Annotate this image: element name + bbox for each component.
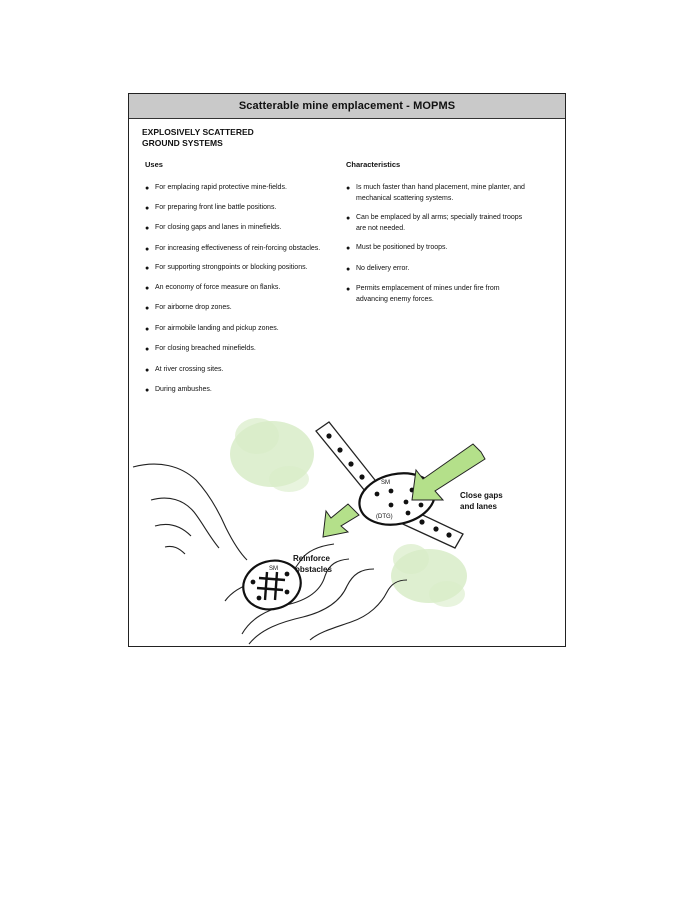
characteristics-list (346, 183, 533, 305)
section-heading (142, 127, 342, 149)
characteristics-header: Characteristics (346, 160, 401, 169)
mine-icon (285, 572, 290, 577)
sm-label: SM (269, 566, 278, 572)
list-item: ● For closing breached minefields. (145, 344, 325, 355)
dtg-label: (DTG) (376, 514, 393, 520)
sm-label: SM (381, 480, 390, 486)
bullet-icon: ● (346, 245, 351, 252)
reinforce-arrow (323, 504, 359, 537)
bullet-icon: ● (346, 265, 351, 273)
figure-title: Scatterable mine emplacement - MOPMS (129, 94, 565, 119)
list-item: ● For airmobile landing and pickup zones. (145, 324, 325, 335)
bullet-icon: ● (145, 225, 150, 232)
list-item: ● For preparing front line battle positions. (145, 203, 325, 214)
vegetation-patch (269, 466, 309, 492)
mine-icon (419, 503, 424, 508)
list-item: ● For increasing effectiveness of rein-forcing obstacles. (145, 244, 325, 255)
list-item: ● Permits emplacement of mines under fire from advancing enemy forces. (346, 285, 500, 303)
list-item: ● For closing gaps and lanes in minefields. (145, 223, 325, 234)
sm-minefield-obstacle (238, 554, 306, 615)
mine-icon (285, 590, 290, 595)
list-item: ● During ambushes. (145, 385, 325, 396)
mine-icon (406, 511, 411, 516)
bullet-icon: ● (145, 204, 150, 212)
bullet-icon: ● (145, 284, 150, 292)
mine-icon (359, 474, 364, 479)
uses-list (145, 183, 325, 396)
list-item: ● Is much faster than hand placement, mine planter, and mechanical scattering systems. (346, 184, 525, 202)
reinforce-label-1: Reinforce (293, 554, 330, 563)
list-item: ● For emplacing rapid protective mine-fields. (145, 183, 325, 194)
bullet-icon: ● (145, 366, 150, 374)
close-gaps-label-1: Close gaps (460, 491, 503, 500)
mine-icon (419, 519, 424, 524)
bullet-icon: ● (145, 387, 150, 394)
reinforce-label-2: obstacles (295, 565, 332, 574)
mine-icon (348, 461, 353, 466)
mine-icon (404, 500, 409, 505)
figure-frame (128, 93, 566, 647)
vegetation-patch (429, 581, 465, 607)
contour-line (165, 546, 185, 554)
mine-icon (375, 492, 380, 497)
mine-icon (446, 532, 451, 537)
contour-line (151, 498, 219, 548)
contour-line (133, 464, 247, 560)
bullet-icon: ● (346, 185, 351, 192)
bullet-icon: ● (145, 346, 150, 353)
mine-emplacement-diagram (129, 404, 564, 646)
vegetation-patch (235, 418, 279, 454)
contour-line (310, 580, 407, 640)
list-item: ● For airborne drop zones. (145, 303, 325, 314)
mine-icon (337, 447, 342, 452)
mine-icon (326, 433, 331, 438)
bullet-icon: ● (145, 185, 150, 192)
heading-line-2: GROUND SYSTEMS (142, 138, 223, 148)
bullet-icon: ● (346, 286, 351, 293)
mine-icon (433, 526, 438, 531)
close-gaps-label-2: and lanes (460, 502, 497, 511)
uses-header: Uses (145, 160, 163, 169)
bullet-icon: ● (145, 325, 150, 333)
mine-icon (389, 503, 394, 508)
mine-icon (251, 580, 256, 585)
vegetation-patch (393, 544, 429, 574)
list-item: ● Can be emplaced by all arms; specially trained troops are not needed. (346, 214, 523, 232)
list-item: ● At river crossing sites. (145, 365, 325, 376)
list-item: ● No delivery error. (346, 264, 533, 275)
bullet-icon: ● (145, 265, 150, 272)
heading-line-1: EXPLOSIVELY SCATTERED (142, 127, 254, 137)
bullet-icon: ● (145, 305, 150, 312)
bullet-icon: ● (346, 215, 351, 222)
mine-icon (389, 489, 394, 494)
list-item: ● For supporting strongpoints or blocking positions. (145, 263, 325, 274)
mine-icon (257, 596, 262, 601)
bullet-icon: ● (145, 245, 150, 253)
contour-line (155, 524, 191, 536)
list-item: ● Must be positioned by troops. (346, 243, 533, 254)
list-item: ● An economy of force measure on flanks. (145, 283, 325, 294)
